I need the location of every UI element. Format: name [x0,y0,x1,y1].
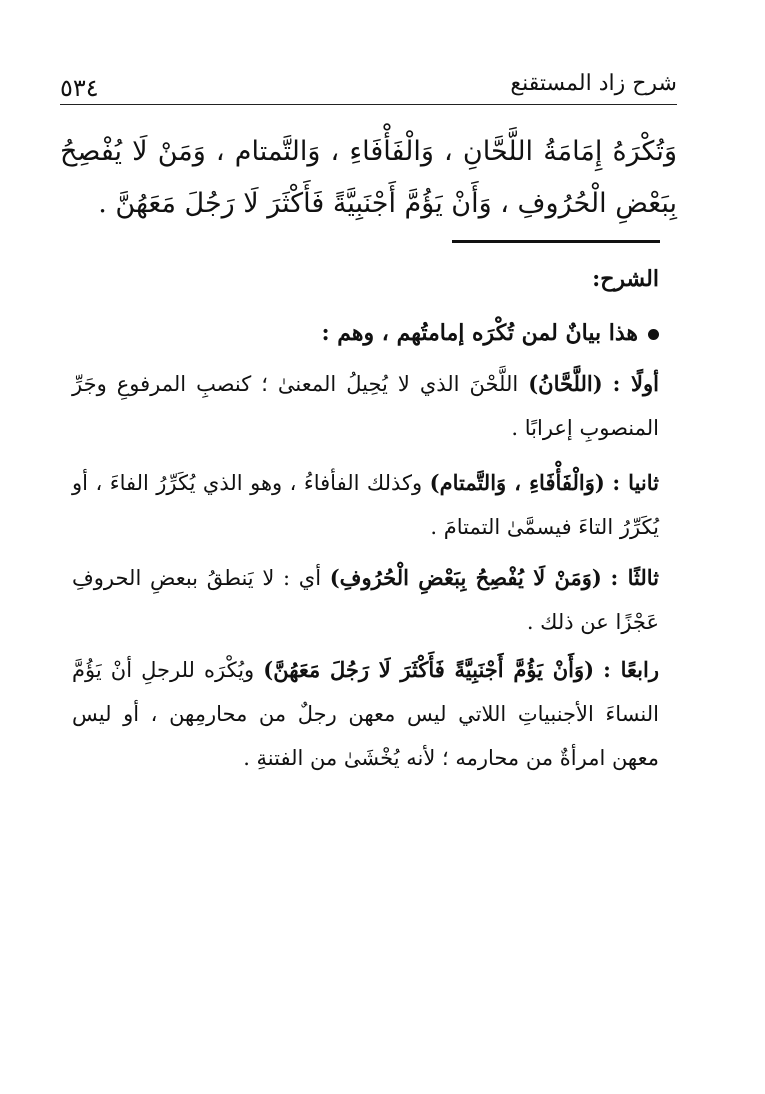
paragraph-lead: أولًا : [612,371,660,396]
bullet-icon [648,329,659,340]
quoted-matn: (وَأَنْ يَؤُمَّ أَجْنَبِيَّةً فَأَكْثَرَ لَا رَجُلَ مَعَهُنَّ) [263,657,595,682]
running-header [60,60,677,100]
paragraph-lead: رابعًا : [603,657,659,682]
explanation-paragraph [72,648,659,780]
paragraph-text: اللَّحْنَ الذي لا يُحِيلُ المعنىٰ ؛ كنصبِ المرفوعِ وجَرِّ المنصوبِ إعرابًا . [72,372,659,440]
intro-line [322,318,660,348]
quoted-matn: (وَمَنْ لَا يُفْصِحُ بِبَعْضِ الْحُرُوفِ) [329,565,602,590]
book-title: شرح زاد المستقنع [510,71,677,96]
explanation-paragraph [72,461,659,549]
paragraph-lead: ثالثًا : [610,565,659,590]
explanation-paragraph [72,556,659,644]
quoted-matn: (اللَّحَّانُ) [528,371,603,396]
matn-line-1: وَتُكْرَهُ إِمَامَةُ اللَّحَّانِ ، وَالْفَأْفَاءِ ، وَالتَّمتام ، وَمَنْ لَا يُفْصِحُ [60,136,677,167]
header-divider [60,104,677,105]
paragraph-text: أي : لا يَنطقُ ببعضِ الحروفِ عَجْزًا عن ذلك . [72,566,659,634]
intro-text: هذا بيانٌ لمن تُكْرَه إمامتُهم ، وهم : [321,320,638,346]
page-number: ٥٣٤ [60,74,99,102]
paragraph-text: ويُكْرَه للرجلِ أنْ يَؤُمَّ النساءَ الأجنبياتِ اللاتي ليس معهن رجلٌ من محارمِهن ، أو ليس معهن امرأةٌ من محارمه ؛ لأنه يُخْشَىٰ من الفتنةِ . [72,658,659,770]
explanation-paragraph [72,362,659,450]
sharh-heading: الشرح: [592,266,659,292]
matn-text [60,126,677,230]
matn-line-2: بِبَعْضِ الْحُرُوفِ ، وَأَنْ يَؤُمَّ أَجْنَبِيَّةً فَأَكْثَرَ لَا رَجُلَ مَعَهُنَّ . [98,188,677,219]
matn-divider [452,240,660,243]
paragraph-lead: ثانيا : [612,470,659,495]
paragraph-text: وكذلك الفأفاءُ ، وهو الذي يُكَرِّرُ الفاءَ ، أو يُكَرِّرُ التاءَ فيسمَّىٰ التمتامَ . [72,471,659,539]
quoted-matn: (وَالْفَأْفَاءِ ، وَالتَّمتام) [429,470,605,495]
